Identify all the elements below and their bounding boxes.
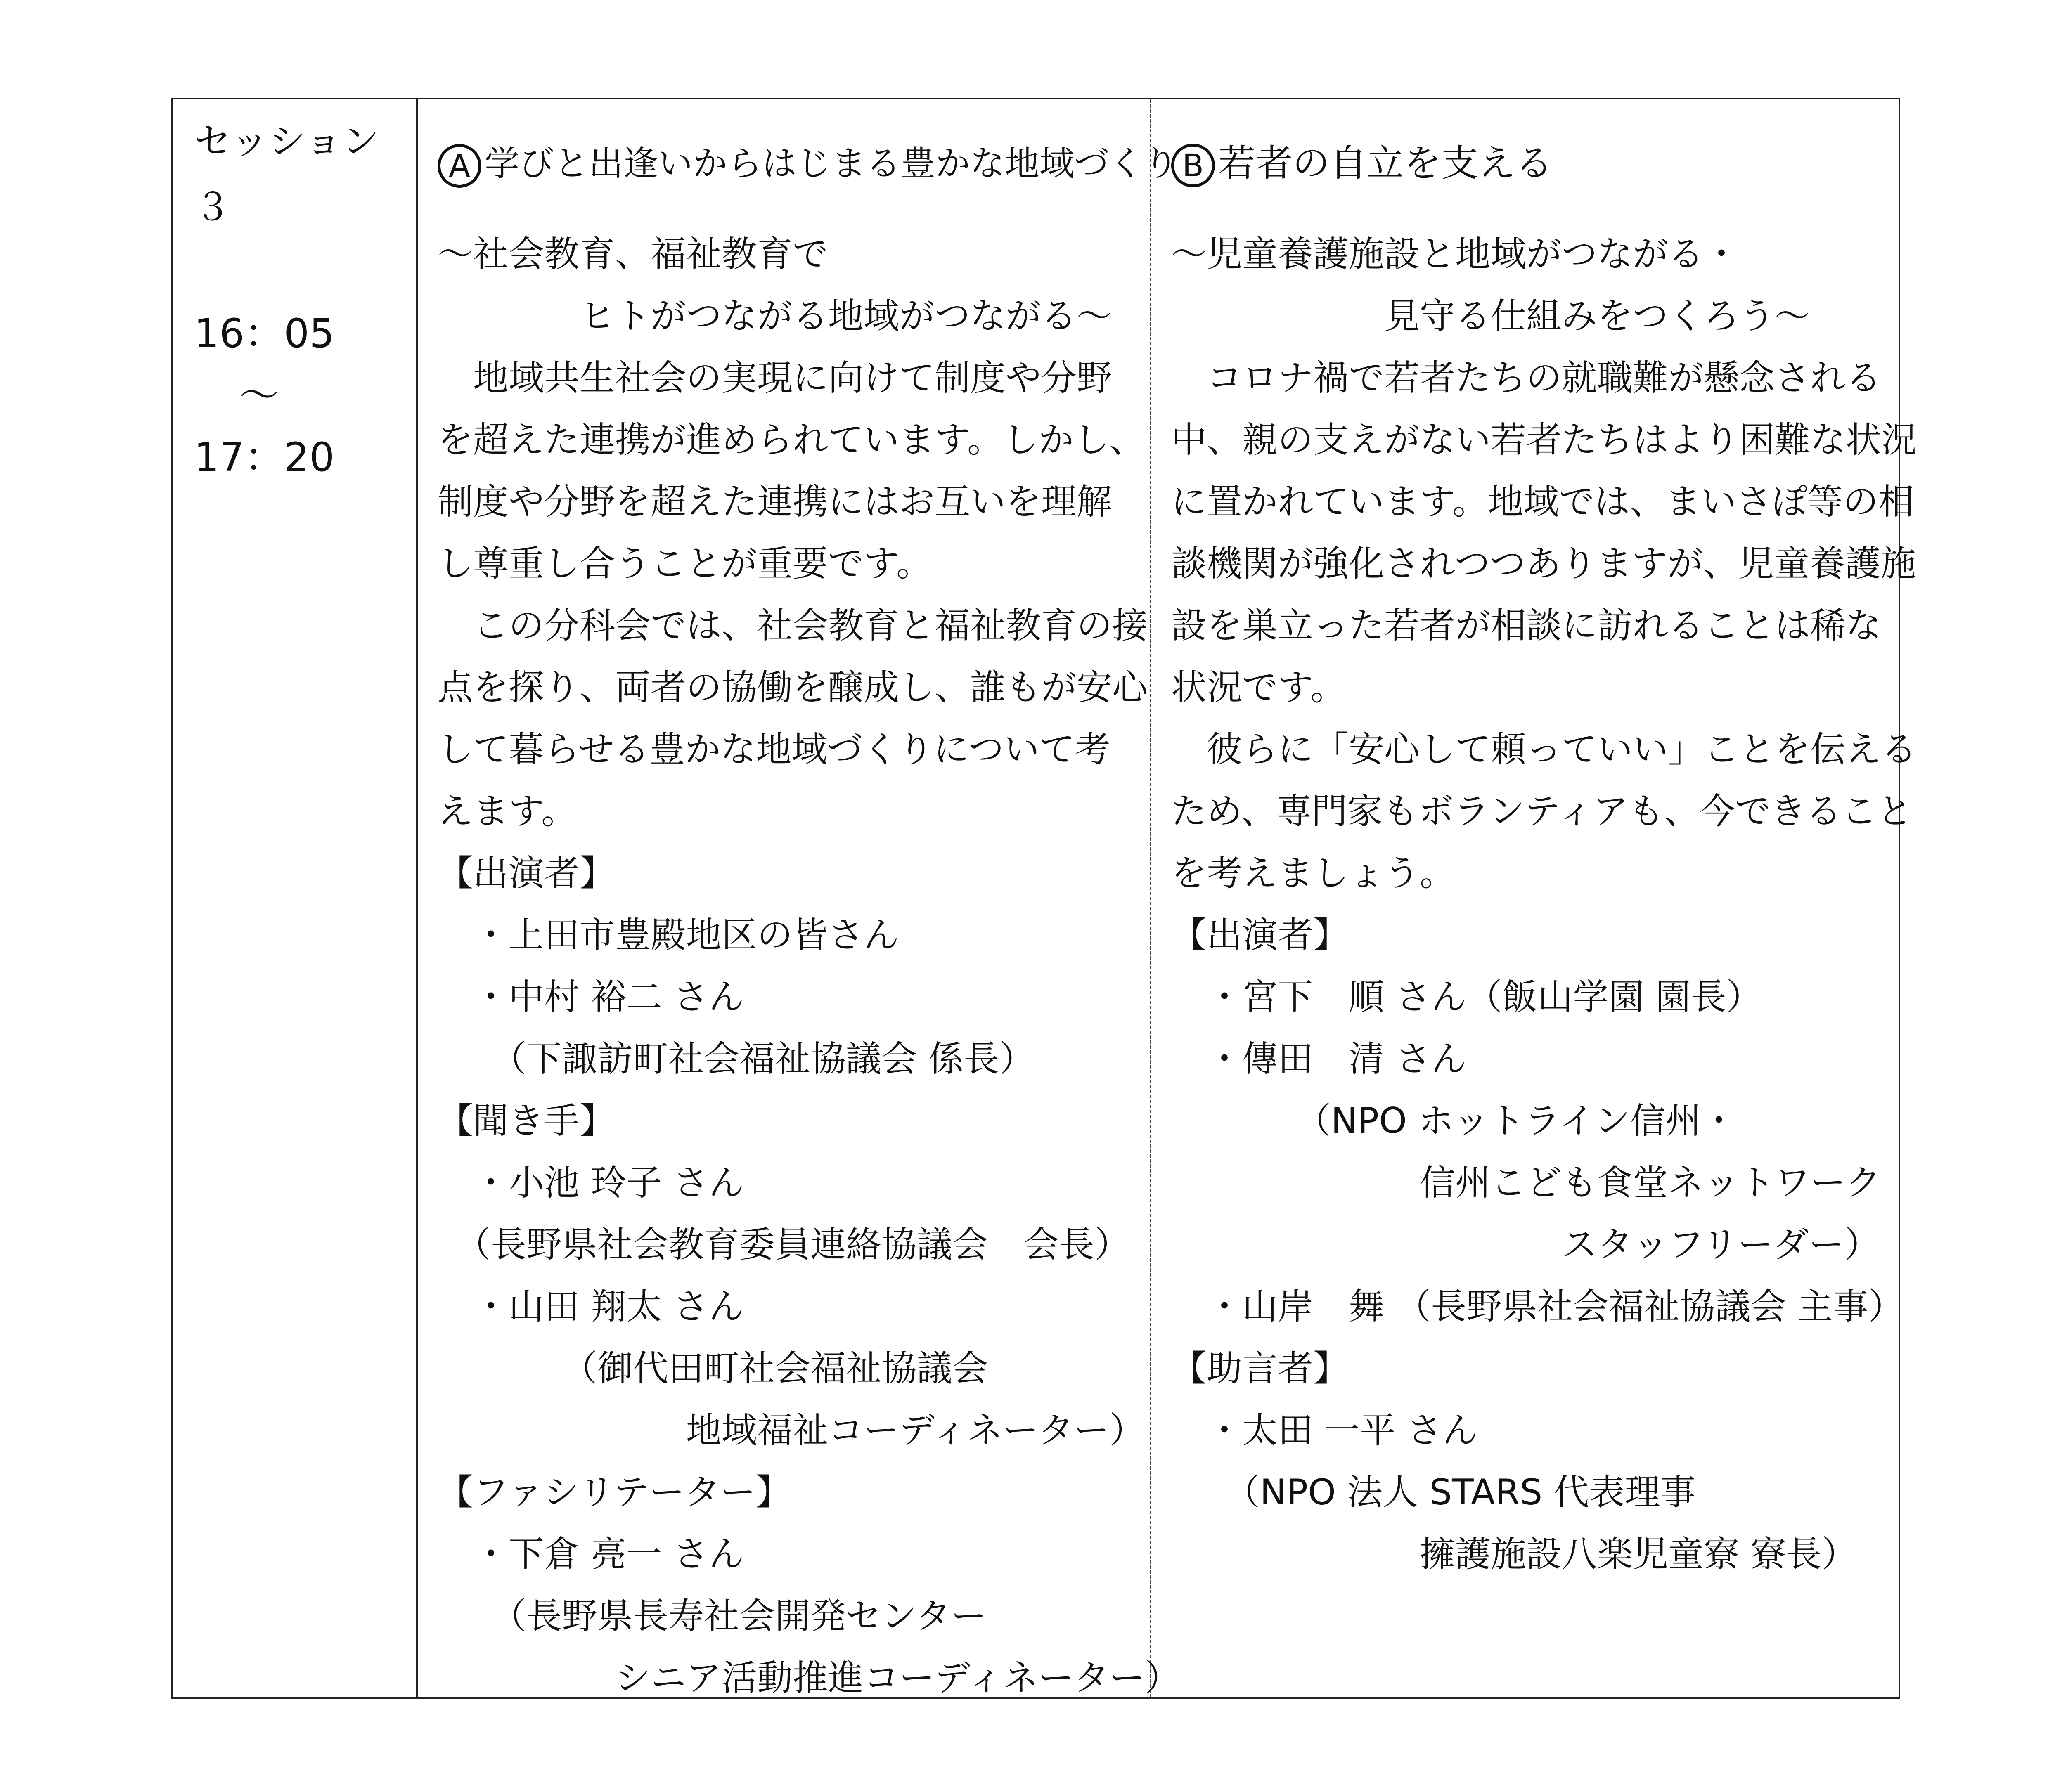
a-person-affiliation: （下諏訪町社会福祉協議会 係長）: [438, 1038, 1035, 1080]
a-subtitle-line: ～社会教育、福祉教育で: [438, 234, 828, 275]
a-description-line: し尊重し合うことが重要です。: [438, 543, 932, 584]
b-person-affiliation: スタッフリーダー）: [1171, 1224, 1880, 1265]
breakout-a-title: 学びと出逢いからはじまる豊かな地域づくり: [485, 143, 1179, 184]
breakout-b-heading: [1171, 132, 1553, 194]
a-description-line: 点を探り、両者の協働を醸成し、誰もが安心: [438, 667, 1148, 708]
b-person-affiliation: 擁護施設八楽児童寮 寮長）: [1171, 1534, 1857, 1575]
circled-b-badge: B: [1171, 144, 1215, 187]
breakout-a-column: [418, 99, 1181, 1699]
b-person-affiliation: （NPO ホットライン信州・: [1171, 1100, 1737, 1142]
a-person-affiliation: シニア活動推進コーディネーター）: [438, 1657, 1181, 1699]
circled-a-badge: A: [438, 144, 481, 188]
b-description-line: 談機関が強化されつつありますが、児童養護施: [1171, 543, 1916, 584]
session-table: [171, 98, 1917, 1699]
a-description-line: この分科会では、社会教育と福祉教育の接: [438, 605, 1148, 646]
b-person-line: ・山岸 舞 （長野県社会福祉協議会 主事）: [1171, 1286, 1904, 1327]
time-separator: 〜: [239, 372, 279, 418]
b-person-line: ・太田 一平 さん: [1171, 1410, 1478, 1451]
a-section-heading: 【聞き手】: [438, 1100, 615, 1142]
a-person-affiliation: （御代田町社会福祉協議会: [438, 1348, 988, 1389]
time-column: [173, 99, 418, 1697]
breakout-a-body: [438, 223, 1181, 1709]
a-person-affiliation: 地域福祉コーディネーター）: [438, 1410, 1145, 1451]
a-person-line: ・中村 裕二 さん: [438, 976, 744, 1018]
b-description-line: 状況です。: [1171, 667, 1346, 708]
a-subtitle-line: ヒトがつながる地域がつながる～: [438, 296, 1112, 337]
b-subtitle-line: ～児童養護施設と地域がつながる・: [1171, 234, 1739, 275]
a-person-line: ・山田 翔太 さん: [438, 1286, 744, 1327]
a-person-line: ・小池 玲子 さん: [438, 1162, 744, 1203]
start-time: 16：05: [194, 310, 335, 357]
b-description-line: に置かれています。地域では、まいさぽ等の相: [1171, 481, 1914, 522]
a-person-line: ・下倉 亮一 さん: [438, 1534, 744, 1575]
b-person-affiliation: （NPO 法人 STARS 代表理事: [1171, 1472, 1696, 1513]
b-person-line: ・傳田 清 さん: [1171, 1038, 1467, 1080]
breakout-b-title: 若者の自立を支える: [1218, 142, 1553, 185]
b-description-line: を考えましょう。: [1171, 853, 1455, 894]
a-description-line: 制度や分野を超えた連携にはお互いを理解: [438, 481, 1112, 522]
a-description-line: を超えた連携が進められています。しかし、: [438, 419, 1145, 461]
a-description-line: して暮らせる豊かな地域づくりについて考: [438, 729, 1110, 770]
b-description-line: ため、専門家もボランティアも、今できること: [1171, 791, 1913, 832]
a-person-affiliation: （長野県長寿社会開発センター: [438, 1596, 987, 1637]
b-person-line: ・宮下 順 さん（飯山学園 園長）: [1171, 976, 1762, 1018]
a-person-line: ・上田市豊殿地区の皆さん: [438, 915, 899, 956]
a-person-affiliation: （長野県社会教育委員連絡協議会 会長）: [438, 1224, 1130, 1265]
b-subtitle-line: 見守る仕組みをつくろう～: [1171, 296, 1810, 337]
session-label: セッション３: [194, 120, 379, 229]
b-description-line: 彼らに「安心して頼っていい」ことを伝える: [1171, 729, 1917, 770]
a-section-heading: 【出演者】: [438, 853, 615, 894]
a-description-line: えます。: [438, 791, 577, 832]
b-section-heading: 【出演者】: [1171, 915, 1349, 956]
b-description-line: 設を巣立った若者が相談に訪れることは稀な: [1171, 605, 1881, 646]
a-section-heading: 【ファシリテーター】: [438, 1472, 791, 1513]
b-description-line: 中、親の支えがない若者たちはより困難な状況: [1171, 419, 1917, 461]
b-person-affiliation: 信州こども食堂ネットワーク: [1171, 1162, 1881, 1203]
b-section-heading: 【助言者】: [1171, 1348, 1349, 1389]
end-time: 17：20: [194, 434, 335, 480]
breakout-b-column: [1151, 99, 1917, 1697]
breakout-a-heading: [438, 132, 1178, 194]
a-description-line: 地域共生社会の実現に向けて制度や分野: [438, 357, 1112, 399]
b-description-line: コロナ禍で若者たちの就職難が懸念される: [1171, 357, 1881, 399]
breakout-b-body: [1171, 223, 1917, 1585]
